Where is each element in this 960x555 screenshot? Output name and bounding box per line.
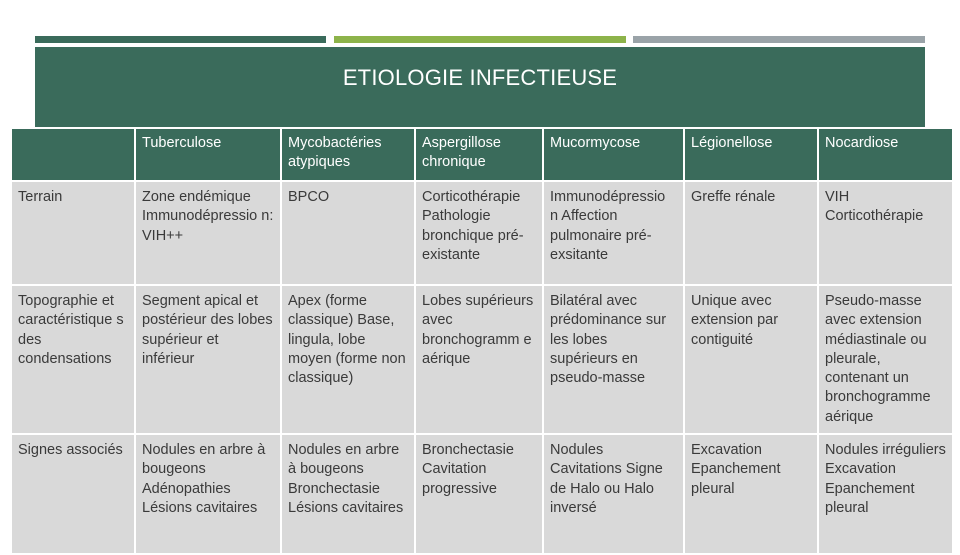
slide-title: ETIOLOGIE INFECTIEUSE	[342, 65, 618, 90]
table-cell: Unique avec extension par contiguité	[684, 285, 818, 434]
column-header-legionellose: Légionellose	[684, 128, 818, 181]
table-cell: Nodules en arbre à bougeons Adénopathies Lésions cavitaires	[135, 434, 281, 554]
table-cell: Nodules irréguliers Excavation Epanchement pleural	[818, 434, 953, 554]
accent-bar-gray	[633, 36, 925, 43]
column-header-mucormycose: Mucormycose	[543, 128, 684, 181]
table-row	[11, 434, 953, 554]
table-row	[11, 181, 953, 285]
table-cell: BPCO	[281, 181, 415, 285]
table-header-row	[11, 128, 953, 181]
table-cell: Zone endémique Immunodépressio n: VIH++	[135, 181, 281, 285]
accent-bar-dark	[35, 36, 326, 43]
table-cell: Greffe rénale	[684, 181, 818, 285]
table-cell: Excavation Epanchement pleural	[684, 434, 818, 554]
table-cell: Corticothérapie Pathologie bronchique pré-existante	[415, 181, 543, 285]
table-cell: Immunodépressio n Affection pulmonaire pré-exsitante	[543, 181, 684, 285]
table-cell: VIH Corticothérapie	[818, 181, 953, 285]
row-header-signes: Signes associés	[11, 434, 135, 554]
etiology-table	[10, 127, 954, 555]
column-header-mycobacteries: Mycobactéries atypiques	[281, 128, 415, 181]
table-cell: Pseudo-masse avec extension médiastinale ou pleurale, contenant un bronchogramme aérique	[818, 285, 953, 434]
column-header-tuberculose: Tuberculose	[135, 128, 281, 181]
table-cell: Nodules en arbre à bougeons Bronchectasie Lésions cavitaires	[281, 434, 415, 554]
column-header-nocardiose: Nocardiose	[818, 128, 953, 181]
table-cell: Nodules Cavitations Signe de Halo ou Halo inversé	[543, 434, 684, 554]
row-header-terrain: Terrain	[11, 181, 135, 285]
table-cell: Lobes supérieurs avec bronchogramm e aérique	[415, 285, 543, 434]
row-header-topographie: Topographie et caractéristique s des condensations	[11, 285, 135, 434]
table-corner-cell	[11, 128, 135, 181]
table-cell: Bronchectasie Cavitation progressive	[415, 434, 543, 554]
table-cell: Segment apical et postérieur des lobes supérieur et inférieur	[135, 285, 281, 434]
table-cell: Bilatéral avec prédominance sur les lobes supérieurs en pseudo-masse	[543, 285, 684, 434]
accent-bar-green	[334, 36, 626, 43]
table-row	[11, 285, 953, 434]
column-header-aspergillose: Aspergillose chronique	[415, 128, 543, 181]
table-cell: Apex (forme classique) Base, lingula, lobe moyen (forme non classique)	[281, 285, 415, 434]
